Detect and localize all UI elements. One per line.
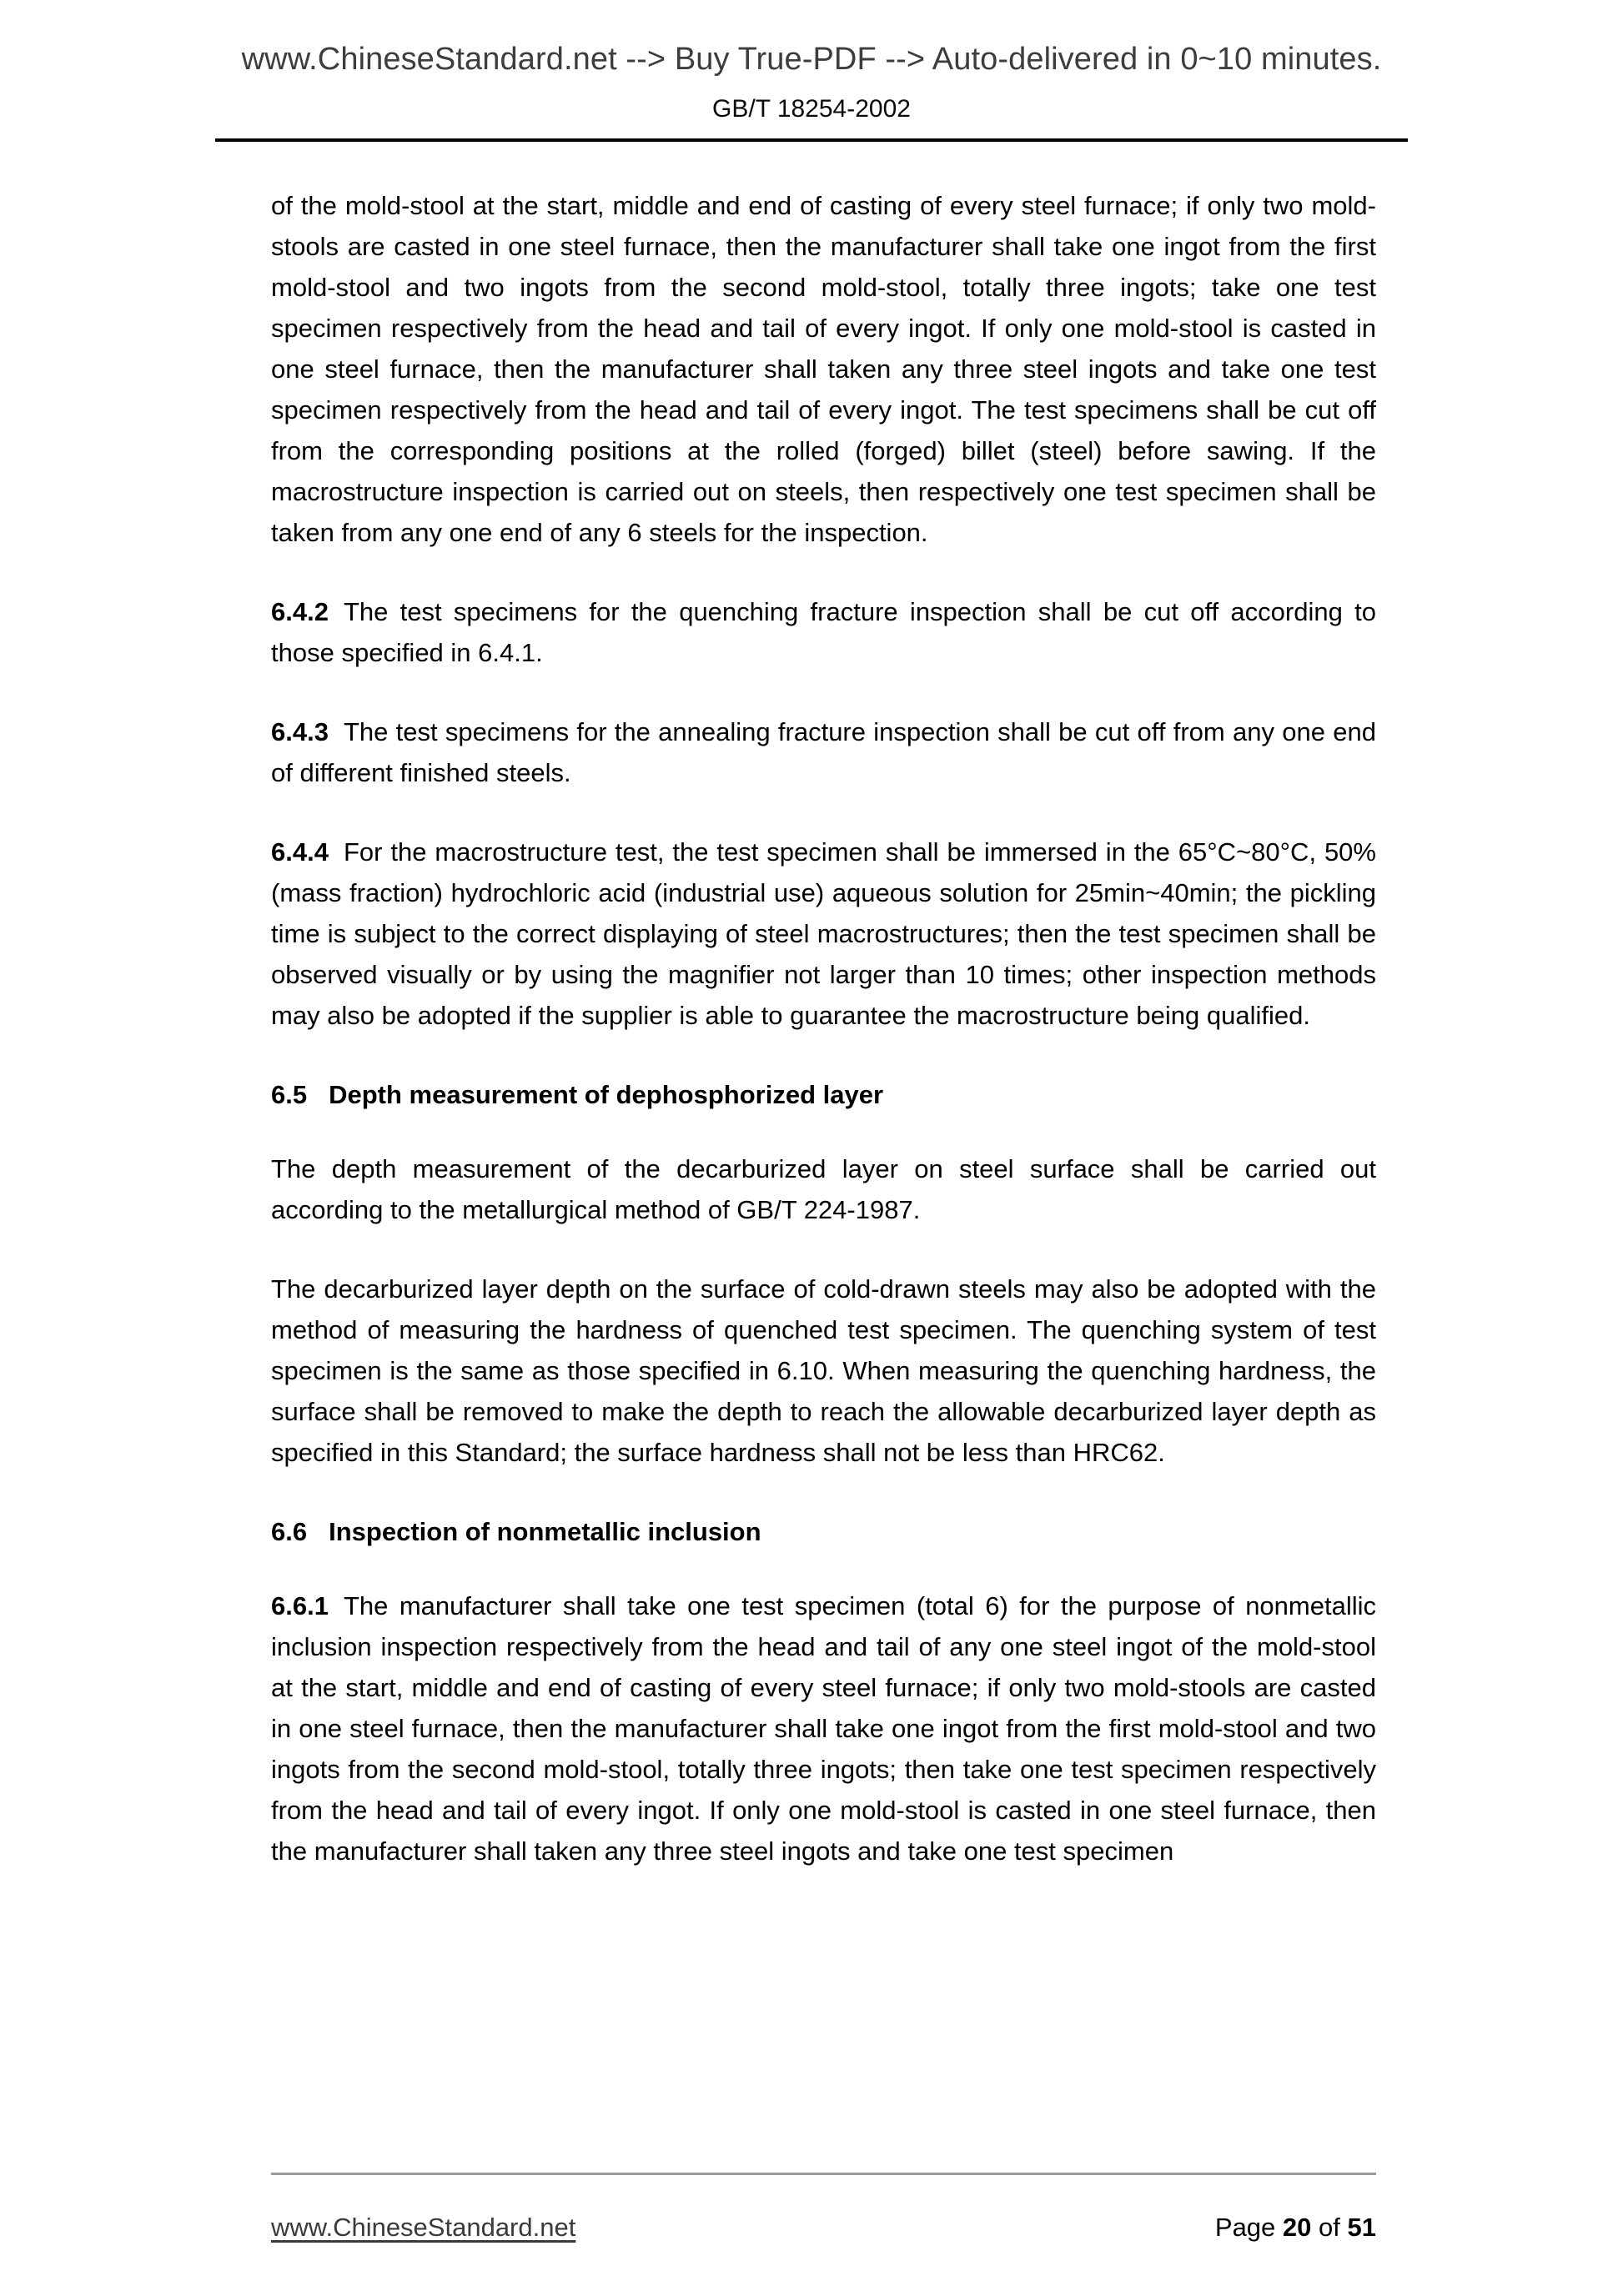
clause-text: The test specimens for the quenching fracture inspection shall be cut off according to those specified in 6.4.1. <box>271 597 1376 667</box>
footer-row <box>271 2212 1376 2243</box>
page-header <box>0 0 1623 142</box>
clause-text: The manufacturer shall take one test specimen (total 6) for the purpose of nonmetallic inclusion inspection respectively from the head and tail of any one steel ingot of the mold-stool at the start, middle and end of casting of every steel furnace; if only two mold-stools are casted in one steel furnace, then the manufacturer shall take one ingot from the first mold-stool and two ingots from the second mold-stool, totally three ingots; then take one test specimen respectively from the head and tail of every ingot. If only one mold-stool is casted in one steel furnace, then the manufacturer shall taken any three steel ingots and take one test specimen <box>271 1591 1376 1866</box>
clause-6-4-4 <box>271 831 1376 1036</box>
page-footer <box>271 2173 1376 2243</box>
section-number: 6.5 <box>271 1080 308 1109</box>
total-page-number: 51 <box>1347 2212 1376 2242</box>
clause-6-6-1 <box>271 1585 1376 1871</box>
current-page-number: 20 <box>1282 2212 1312 2242</box>
section-title: Inspection of nonmetallic inclusion <box>329 1517 761 1546</box>
clause-number: 6.6.1 <box>271 1591 329 1620</box>
page-indicator <box>1215 2212 1376 2243</box>
paragraph-text: The decarburized layer depth on the surface of cold-drawn steels may also be adopted with the method of measuring the hardness of quenched test specimen. The quenching system of test specimen is the same as those specified in 6.10. When measuring the quenching hardness, the surface shall be removed to make the depth to reach the allowable decarburized layer depth as specified in this Standard; the surface hardness shall not be less than HRC62. <box>271 1274 1376 1467</box>
paragraph-6-5-2 <box>271 1269 1376 1473</box>
section-heading-6-6 <box>271 1511 1376 1552</box>
paragraph-text: The depth measurement of the decarburized layer on steel surface shall be carried out according to the metallurgical method of GB/T 224-1987. <box>271 1154 1376 1224</box>
clause-6-4-2 <box>271 591 1376 673</box>
clause-text: For the macrostructure test, the test specimen shall be immersed in the 65°C~80°C, 50% (mass fraction) hydrochloric acid (industrial use) aqueous solution for 25min~40min; the pickling time is subject to the correct displaying of steel macrostructures; then the test specimen shall be observed visually or by using the magnifier not larger than 10 times; other inspection methods may also be adopted if the supplier is able to guarantee the macrostructure being qualified. <box>271 837 1376 1030</box>
clause-number: 6.4.2 <box>271 597 329 626</box>
page-label: Page <box>1214 2212 1276 2242</box>
paragraph-text: of the mold-stool at the start, middle and end of casting of every steel furnace; if only two mold-stools are casted in one steel furnace, then the manufacturer shall take one ingot from the first mold-stool and two ingots from the second mold-stool, totally three ingots; take one test specimen respectively from the head and tail of every ingot. If only one mold-stool is casted in one steel furnace, then the manufacturer shall taken any three steel ingots and take one test specimen respectively from the head and tail of every ingot. The test specimens shall be cut off from the corresponding positions at the rolled (forged) billet (steel) before sawing. If the macrostructure inspection is carried out on steels, then respectively one test specimen shall be taken from any one end of any 6 steels for the inspection. <box>271 191 1376 547</box>
footer-site-link[interactable]: www.ChineseStandard.net <box>271 2212 576 2242</box>
clause-6-4-3 <box>271 711 1376 793</box>
section-number: 6.6 <box>271 1517 308 1546</box>
footer-divider <box>271 2173 1376 2175</box>
header-divider <box>215 138 1408 142</box>
section-heading-6-5 <box>271 1074 1376 1115</box>
promo-banner: www.ChineseStandard.net --> Buy True-PDF --> Auto-delivered in 0~10 minutes. <box>241 42 1382 77</box>
of-label: of <box>1319 2212 1340 2242</box>
section-title: Depth measurement of dephosphorized layer <box>329 1080 884 1109</box>
document-body <box>271 185 1376 1871</box>
paragraph-6-5-1 <box>271 1148 1376 1230</box>
clause-number: 6.4.3 <box>271 717 329 746</box>
standard-number: GB/T 18254-2002 <box>712 94 911 123</box>
clause-text: The test specimens for the annealing fracture inspection shall be cut off from any one end of different finished steels. <box>271 717 1376 787</box>
paragraph-continued <box>271 185 1376 553</box>
clause-number: 6.4.4 <box>271 837 329 867</box>
